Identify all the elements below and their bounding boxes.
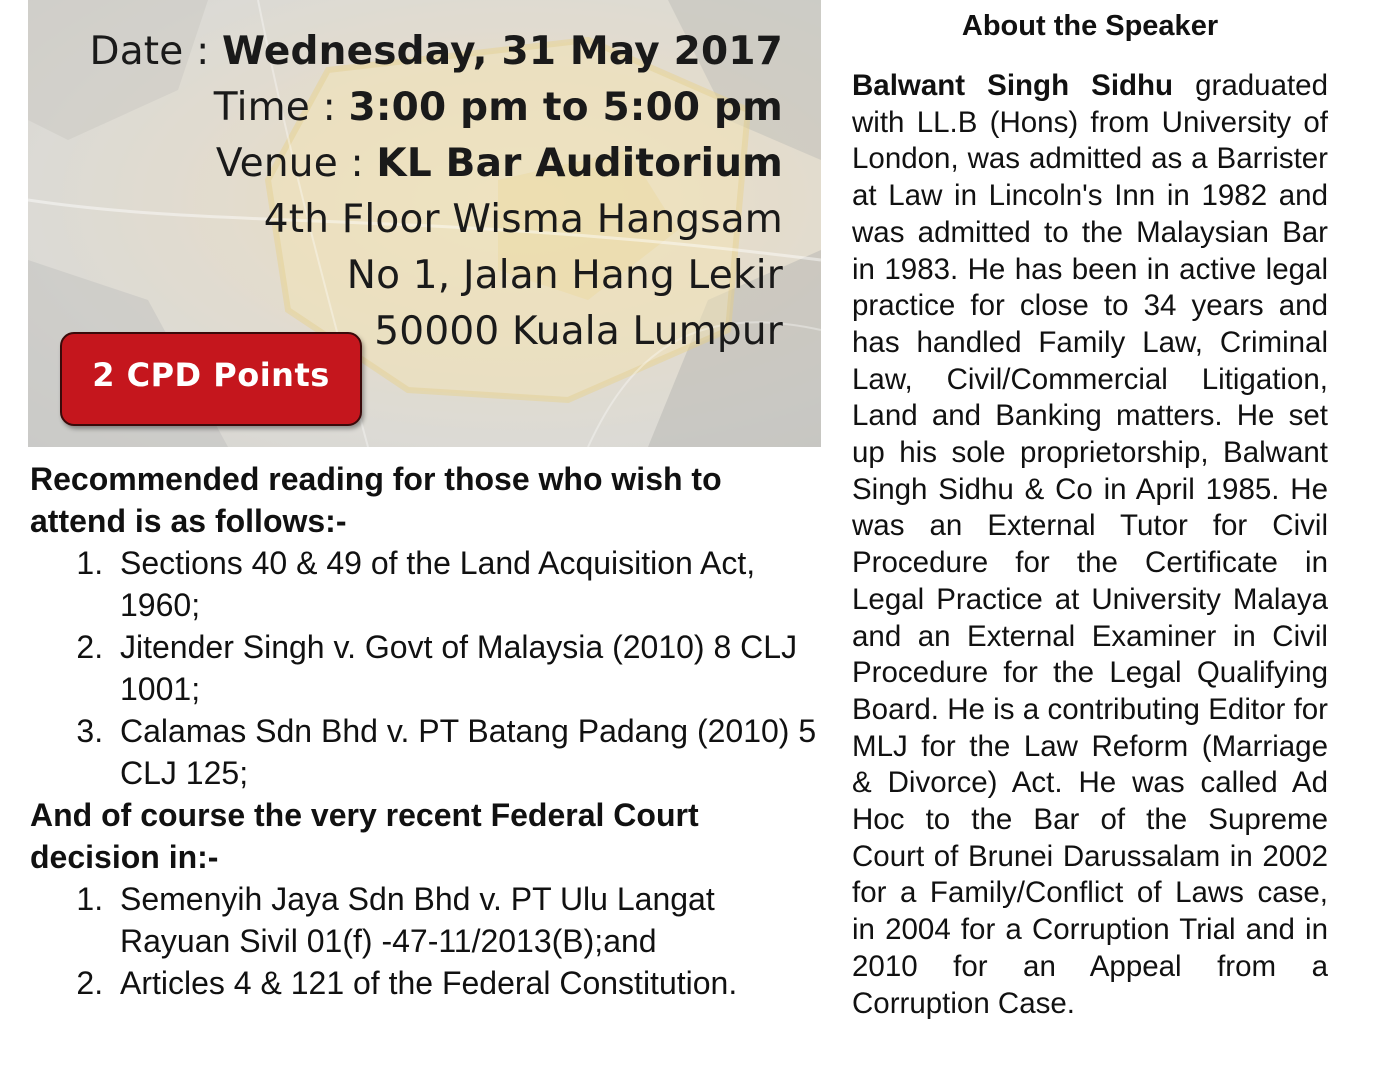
about-speaker-section	[852, 4, 1328, 1080]
event-time-line	[89, 80, 783, 136]
event-details	[89, 24, 783, 360]
venue-label: Venue :	[215, 141, 377, 186]
speaker-section-title: About the Speaker	[961, 10, 1219, 42]
event-banner	[28, 0, 821, 447]
event-venue-line	[89, 136, 783, 192]
time-label: Time :	[213, 85, 349, 130]
date-label: Date :	[89, 29, 223, 74]
cpd-points-badge: 2 CPD Points	[60, 332, 362, 426]
event-date-line	[89, 24, 783, 80]
speaker-name: Balwant Singh Sidhu	[852, 69, 1174, 102]
time-value: 3:00 pm to 5:00 pm	[348, 85, 783, 130]
federal-court-list	[30, 878, 820, 1004]
list-item: 1. Sections 40 & 49 of the Land Acquisition Act, 1960;	[112, 542, 820, 626]
list-item: 3. Calamas Sdn Bhd v. PT Batang Padang (2010) 5 CLJ 125;	[112, 710, 820, 794]
list-item: 2. Jitender Singh v. Govt of Malaysia (2010) 8 CLJ 1001;	[112, 626, 820, 710]
address-line-1: 4th Floor Wisma Hangsam	[263, 197, 783, 242]
speaker-bio-text: graduated with LL.B (Hons) from University of London, was admitted as a Barrister at Law in Lincoln's Inn in 1982 and was admitted to the Malaysian Bar in 1983. He has been in active legal practice for close to 34 years and has handled Family Law, Criminal Law, Civil/Commercial Litigation, Land and Banking matters. He set up his sole proprietorship, Balwant Singh Sidhu & Co in April 1985. He was an External Tutor for Civil Procedure for the Certificate in Legal Practice at University Malaya and an External Examiner in Civil Procedure for the Legal Qualifying Board. He is a contributing Editor for MLJ for the Law Reform (Marriage & Divorce) Act. He was called Ad Hoc to the Bar of the Supreme Court of Brunei Darussalam in 2002 for a Family/Conflict of Laws case, in 2004 for a Corruption Trial and in 2010 for an Appeal from a Corruption Case.	[852, 69, 1328, 1020]
date-value: Wednesday, 31 May 2017	[222, 29, 783, 74]
list-item: 1. Semenyih Jaya Sdn Bhd v. PT Ulu Langat Rayuan Sivil 01(f) -47-11/2013(B);and	[112, 878, 820, 962]
federal-court-heading: And of course the very recent Federal Court decision in:-	[30, 797, 699, 875]
speaker-bio	[852, 68, 1328, 1022]
address-line-2: No 1, Jalan Hang Lekir	[346, 253, 783, 298]
venue-value: KL Bar Auditorium	[376, 141, 783, 186]
reading-list	[30, 542, 820, 794]
address-line-3: 50000 Kuala Lumpur	[374, 309, 783, 354]
reading-heading: Recommended reading for those who wish to attend is as follows:-	[30, 461, 722, 539]
list-item: 2. Articles 4 & 121 of the Federal Constitution.	[112, 962, 820, 1004]
recommended-reading	[30, 458, 820, 1004]
